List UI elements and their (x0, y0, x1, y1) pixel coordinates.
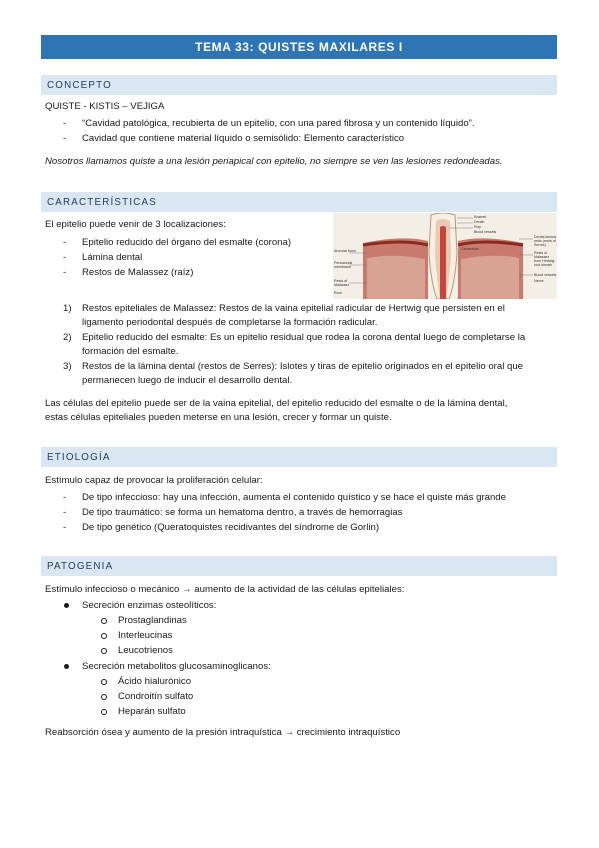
circle-bullet-icon (101, 648, 107, 654)
etiologia-item-2: De tipo traumático: se forma un hematoma dentro, a través de hemorragias (82, 507, 403, 518)
figure-label-rests-of-malassez: Rests of Malassez (334, 279, 350, 287)
dash-marker: - (63, 252, 67, 263)
figure-label-cementum: Cementum (461, 247, 479, 251)
numbered-item-3-line-2: permanecen luego de inducir el desarrollo dental. (82, 375, 293, 386)
dash-marker: - (63, 522, 67, 533)
caracteristicas-intro: El epitelio puede venir de 3 localizaciones: (45, 219, 226, 230)
figure-label-blood-vessels-right: Blood vessels (534, 273, 557, 277)
caracteristicas-item-3: Restos de Malassez (raíz) (82, 267, 194, 278)
concepto-note: Nosotros llamamos quiste a una lesión periapical con epitelio, no siempre se ven las lesiones redondeadas. (45, 156, 503, 167)
numbered-item-2-line-1: Epitelio reducido del esmalte: Es un epitelio residual que rodea la corona dental luego de completarse la (82, 332, 526, 343)
numbered-item-2-line-2: formación del esmalte. (82, 346, 179, 357)
concepto-item-2: Cavidad que contiene material líquido o semisólido: Elemento característico (82, 133, 405, 144)
dash-marker: - (63, 237, 67, 248)
figure-label-nerve: Nerve (534, 279, 544, 283)
figure-label-periodontal-membrane: Periodontal membrane (334, 261, 353, 269)
figure-label-blood-vessels-top: Blood vessels (474, 230, 497, 234)
numbered-item-1-line-1: Restos epiteliales de Malassez: Restos de la vaina epitelial radicular de Hertwig que persisten en el (82, 303, 505, 314)
caracteristicas-paragraph-line-2: estas células epiteliales pueden meterse en una lesión, crecer y formar un quiste. (45, 412, 392, 423)
caracteristicas-item-1: Epitelio reducido del órgano del esmalte (corona) (82, 237, 292, 248)
circle-bullet-icon (101, 633, 107, 639)
circle-bullet-icon (101, 709, 107, 715)
page-title: TEMA 33: QUISTES MAXILARES I (41, 35, 557, 59)
etiologia-item-1: De tipo infeccioso: hay una infección, aumenta el contenido quístico y se hace el quiste más grande (82, 492, 506, 503)
figure-label-enamel: Enamel (474, 215, 487, 219)
list-number: 2) (63, 332, 72, 343)
dash-marker: - (63, 492, 67, 503)
tooth-diagram-svg (333, 213, 557, 299)
bullet-icon (64, 664, 69, 669)
concepto-item-1: “Cavidad patológica, recubierta de un epitelio, con una pared fibrosa y un contenido líquido”. (82, 118, 475, 129)
bullet-icon (64, 603, 69, 608)
patogenia-conclusion: Reabsorción ósea y aumento de la presión intraquística → crecimiento intraquístico (45, 727, 401, 738)
list-number: 1) (63, 303, 72, 314)
concepto-term: QUISTE - KISTIS – VEJIGA (45, 101, 165, 112)
numbered-item-1-line-2: ligamento periodontal después de completarse la formación radicular. (82, 317, 378, 328)
figure-label-dental-lamina-rests: Dental lamina rests (rests of Serres) (534, 235, 556, 247)
numbered-item-3-line-1: Restos de la lámina dental (restos de Serres): Islotes y tiras de epitelio originados en el epitelio oral que (82, 361, 524, 372)
figure-label-pulp: Pulp (474, 225, 482, 229)
patogenia-group-2-item-1: Ácido hialurónico (118, 676, 192, 687)
patogenia-group-1: Secreción enzimas osteolíticos: (82, 600, 217, 611)
patogenia-group-1-item-1: Prostaglandinas (118, 615, 187, 626)
dash-marker: - (63, 133, 67, 144)
section-heading-caracteristicas: CARACTERÍSTICAS (41, 192, 557, 212)
patogenia-group-2-item-2: Condroitín sulfato (118, 691, 194, 702)
figure-label-dentin: Dentin (474, 220, 485, 224)
tooth-histology-figure (333, 213, 557, 299)
circle-bullet-icon (101, 694, 107, 700)
figure-label-alveolar-bone: Alveolar bone (334, 249, 356, 253)
section-heading-patogenia: PATOGENIA (41, 556, 557, 576)
circle-bullet-icon (101, 618, 107, 624)
dash-marker: - (63, 507, 67, 518)
section-heading-concepto: CONCEPTO (41, 75, 557, 95)
patogenia-group-1-item-2: Interleucinas (118, 630, 173, 641)
patogenia-intro: Estímulo infeccioso o mecánico → aumento de la actividad de las células epiteliales: (45, 584, 405, 595)
dash-marker: - (63, 267, 67, 278)
figure-label-rests-hertwig: Rests of Malassez from Hertwig root sheath (534, 251, 555, 267)
section-heading-etiologia: ETIOLOGÍA (41, 447, 557, 467)
caracteristicas-item-2: Lámina dental (82, 252, 143, 263)
etiologia-intro: Estímulo capaz de provocar la proliferación celular: (45, 475, 263, 486)
patogenia-group-2: Secreción metabolitos glucosaminoglicanos: (82, 661, 271, 672)
list-number: 3) (63, 361, 72, 372)
patogenia-group-1-item-3: Leucotrienos (118, 645, 173, 656)
circle-bullet-icon (101, 679, 107, 685)
caracteristicas-paragraph-line-1: Las células del epitelio puede ser de la vaina epitelial, del epitelio reducido del esmalte o de la lámina dental, (45, 398, 508, 409)
dash-marker: - (63, 118, 67, 129)
figure-label-root: Root (334, 291, 342, 295)
patogenia-group-2-item-3: Heparán sulfato (118, 706, 186, 717)
etiologia-item-3: De tipo genético (Queratoquistes recidivantes del síndrome de Gorlin) (82, 522, 380, 533)
